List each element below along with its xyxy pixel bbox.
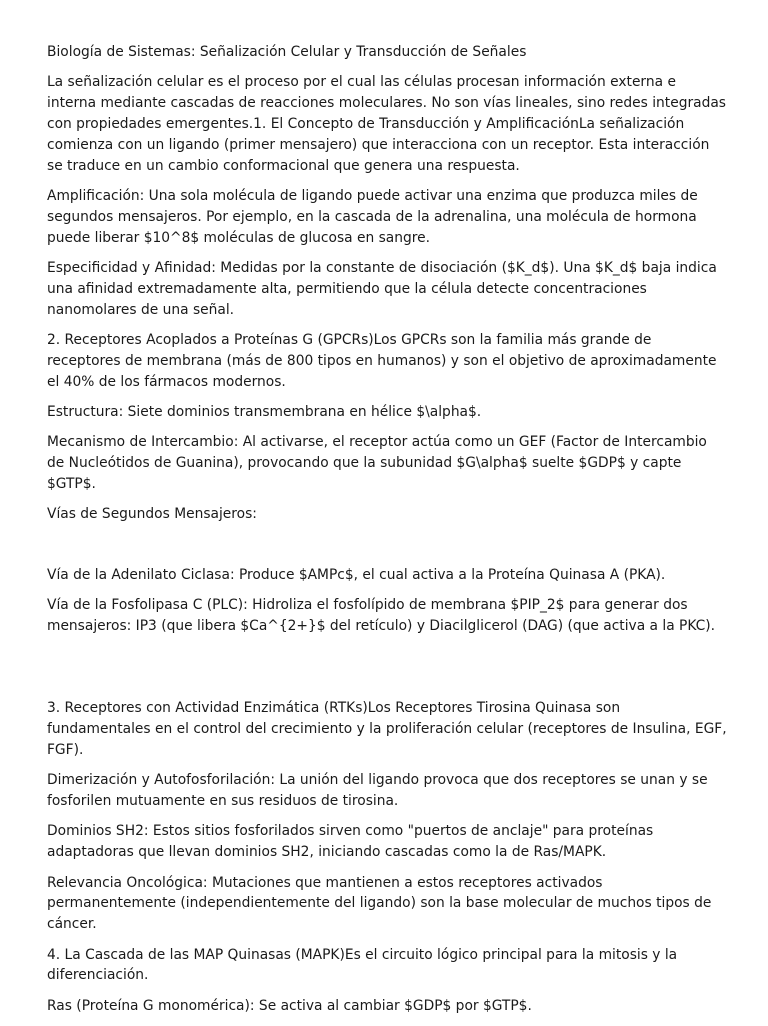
paragraph-oncologica: Relevancia Oncológica: Mutaciones que mantienen a estos receptores activados permanentemente (independientemente del ligando) son la base molecular de muchos tipos de cáncer.: [47, 874, 712, 933]
document-page: [47, 42, 727, 1026]
paragraph-ras: Ras (Proteína G monomérica): Se activa al cambiar $GDP$ por $GTP$.: [47, 997, 532, 1014]
paragraph-rtks: 3. Receptores con Actividad Enzimática (RTKs)Los Receptores Tirosina Quinasa son fundamentales en el control del crecimiento y la proliferación celular (receptores de Insulina, EGF, FGF).: [47, 700, 727, 758]
paragraph-intro: La señalización celular es el proceso por el cual las células procesan información externa e interna mediante cascadas de reacciones moleculares. No son vías lineales, sino redes integradas con propiedades emergentes.1. El Concepto de Transducción y AmplificaciónLa señalización comienza con un ligando (primer mensajero) que interacciona con un receptor. Esta interacción se traduce en un cambio conformacional que genera una respuesta.: [47, 74, 726, 174]
paragraph-gpcrs: 2. Receptores Acoplados a Proteínas G (GPCRs)Los GPCRs son la familia más grande de receptores de membrana (más de 800 tipos en humanos) y son el objetivo de aproximadamente el 40% de los fármacos modernos.: [47, 331, 717, 390]
paragraph-sh2: Dominios SH2: Estos sitios fosforilados sirven como "puertos de anclaje" para proteínas adaptadoras que llevan dominios SH2, iniciando cascadas como la de Ras/MAPK.: [47, 823, 654, 861]
paragraph-mapk: 4. La Cascada de las MAP Quinasas (MAPK)Es el circuito lógico principal para la mitosis y la diferenciación.: [47, 946, 678, 984]
paragraph-adenilato: Vía de la Adenilato Ciclasa: Produce $AMPc$, el cual activa a la Proteína Quinasa A (PKA).: [47, 566, 666, 583]
paragraph-especificidad: Especificidad y Afinidad: Medidas por la constante de disociación ($K_d$). Una $K_d$ baja indica una afinidad extremadamente alta, permitiendo que la célula detecte concentraciones nanomolares de una señal.: [47, 259, 717, 318]
paragraph-fosfolipasa: Vía de la Fosfolipasa C (PLC): Hidroliza el fosfolípido de membrana $PIP_2$ para generar dos mensajeros: IP3 (que libera $Ca^{2+}$ del retículo) y Diacilglicerol (DAG) (que activa a la PKC).: [47, 597, 716, 634]
document-title: Biología de Sistemas: Señalización Celular y Transducción de Señales: [47, 44, 527, 60]
paragraph-vias-heading: Vías de Segundos Mensajeros:: [47, 506, 257, 523]
blank-spacer: [47, 646, 727, 698]
paragraph-mecanismo: Mecanismo de Intercambio: Al activarse, el receptor actúa como un GEF (Factor de Intercambio de Nucleótidos de Guanina), provocando que la subunidad $G\alpha$ suelte $GDP$ y capte $GTP$.: [47, 434, 707, 492]
blank-spacer: [47, 535, 727, 565]
paragraph-amplificacion: Amplificación: Una sola molécula de ligando puede activar una enzima que produzca miles de segundos mensajeros. Por ejemplo, en la cascada de la adrenalina, una molécula de hormona puede liberar $10^8$ moléculas de glucosa en sangre.: [47, 187, 698, 246]
paragraph-dimerizacion: Dimerización y Autofosforilación: La unión del ligando provoca que dos receptores se unan y se fosforilen mutuamente en sus residuos de tirosina.: [47, 772, 708, 810]
paragraph-estructura: Estructura: Siete dominios transmembrana en hélice $\alpha$.: [47, 403, 482, 420]
